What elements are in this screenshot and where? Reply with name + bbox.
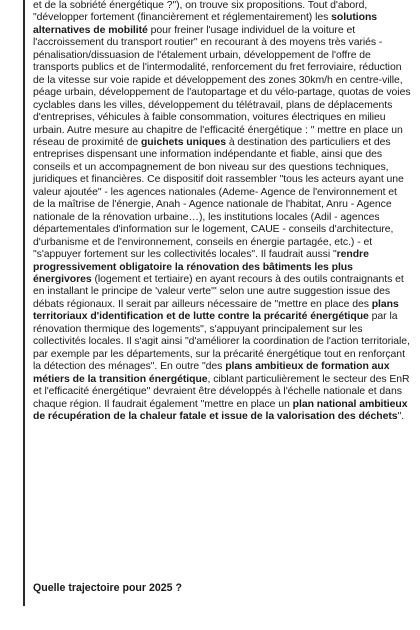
text-run: ".	[397, 410, 405, 422]
section-heading: Quelle trajectoire pour 2025 ?	[33, 582, 182, 594]
text-run: à destination des particuliers et des entreprises dispensant une information indépendante et fiable, ainsi que des conseils et un accompagnement de bon niveau sur des questions techniques, juridiques et financières. Ce dispositif doit rassembler "tous les acteurs ayant une valeur ajoutée" - les agences nationales (Ademe- Agence de l'environnement et de la maîtrise de l'énergie, Anah - Agence nationale de l'habitat, Anru - Agence nationale de la rénovation urbaine…), les institutions locales (Adil - agences départementales d'information sur le logement, CAUE - conseils d'architecture, d'urbanisme et de l'environnement, conseils en énergie partagée, etc.) - et "s'appuyer fortement sur les collectivités locales". Il faudrait aussi "	[33, 136, 404, 261]
article-paragraph	[33, 0, 411, 423]
article-body	[33, 0, 411, 423]
left-margin-rule	[23, 0, 25, 606]
text-run: et de la sobriété énergétique ?"), on trouve six propositions. Tout d'abord, "développer fortement (financièrement et réglementairement) les	[33, 0, 368, 24]
bold-phrase: guichets uniques	[140, 136, 226, 148]
bold-phrase: plans ambitieux de formation aux métiers de la transition énergétique	[33, 361, 390, 385]
bold-phrase: solutions alternatives de mobilité	[33, 12, 378, 36]
bold-phrase: plans territoriaux d'identification et de lutte contre la précarité énergétique	[33, 298, 399, 323]
text-run: (logement et tertiaire) en ayant recours à des outils contraignants et en installant le principe de 'valeur verte'" selon une autre suggestion issue des débats régionaux. Il serait par ailleurs nécessaire de "mettre en place des	[33, 273, 404, 310]
text-run: pour freiner l'usage individuel de la voiture et l'accroissement du transport routier" en recourant à des moyens très variés - pénalisation/dissuasion de l'étalement urbain, développement de l'offre de transports publics et de l'intermodalité, renforcement du fret ferroviaire, réduction de la vitesse sur voie rapide et développement des zones 30km/h en centre-ville, péage urbain, développement de l'autopartage et du vélo-partage, quotas de voies cyclables dans les villes, développement du télétravail, plans de déplacements d'entreprises, véhicules à faible consommation, voitures électriques en milieu urbain. Autre mesure au chapitre de l'efficacité énergétique : " mettre en place un réseau de proximité de	[33, 24, 411, 148]
bold-phrase: plan national ambitieux de récupération de la chaleur fatale et issue de la valorisation des déchets	[33, 398, 408, 422]
text-run: , ciblant particulièrement le secteur des EnR et l'efficacité énergétique" devraient être développés à l'échelle nationale et dans chaque région. Il faudrait également "mettre en place un	[33, 373, 410, 410]
bold-phrase: rendre progressivement obligatoire la rénovation des bâtiments les plus énergivores	[33, 249, 369, 285]
text-run: par la rénovation thermique des logements", s'appuyant principalement sur les collectivités locales. Il s'agit ainsi "d'améliorer la coordination de l'action territoriale, par exemple par les départements, sur la précarité énergétique tout en renforçant la détection des ménages". En outre "des	[33, 311, 410, 373]
